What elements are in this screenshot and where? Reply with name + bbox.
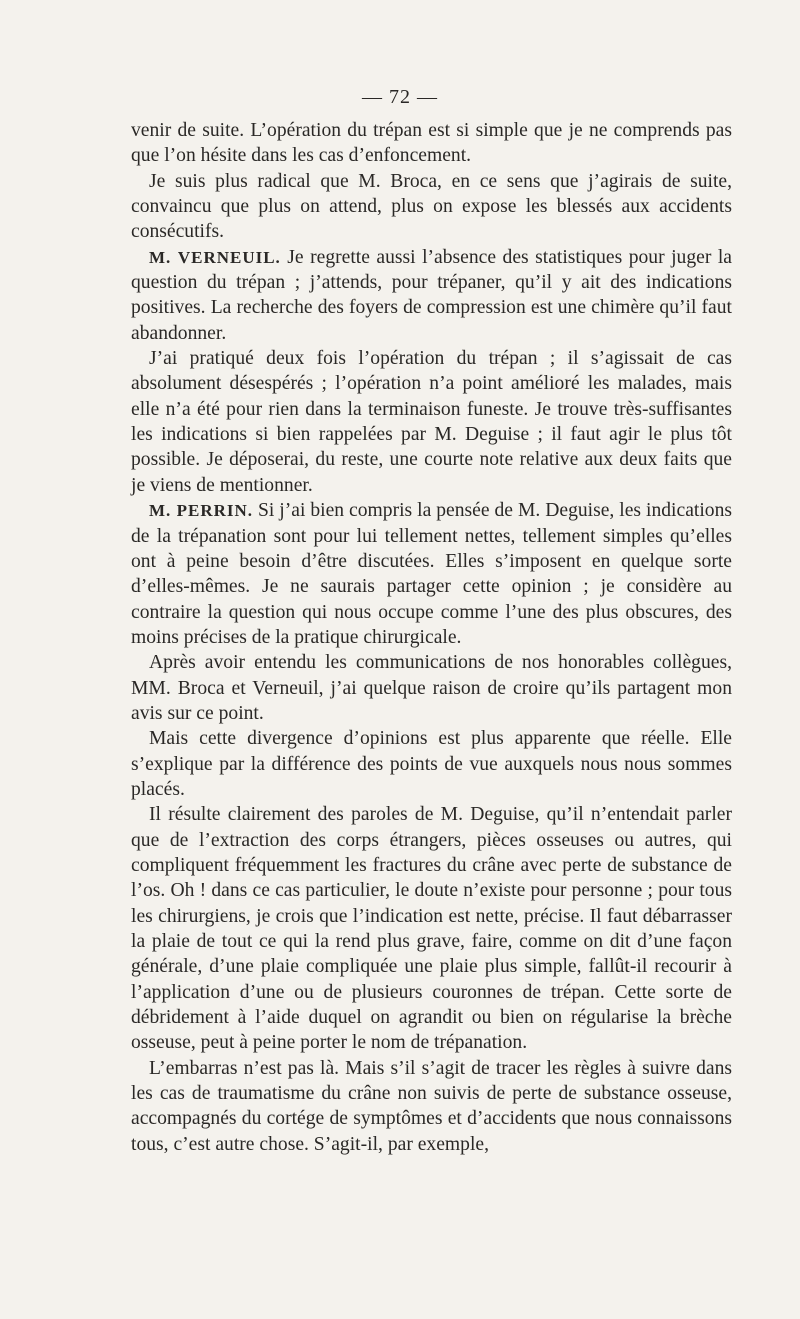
paragraph-text: L’embarras n’est pas là. Mais s’il s’agit de tracer les règles à suivre dans les cas de traumatisme du crâne non suivis de perte de substance osseuse, accompagnés du cortége de symptômes et d’accidents que nous connaissons tous, c’est autre chose. S’agit-il, par exemple, <box>131 1057 732 1155</box>
paragraph-text: Il résulte clairement des paroles de M. Deguise, qu’il n’entendait parler que de l’extraction des corps étrangers, pièces osseuses ou autres, qui compliquent fréquemment les fractures du crâne avec perte de substance de l’os. Oh ! dans ce cas particulier, le doute n’existe pour personne ; pour tous les chirurgiens, je crois que l’indication est nette, précise. Il faut débarrasser la plaie de tout ce qui la rend plus grave, faire, comme on dit d’une façon générale, d’une plaie compliquée une plaie plus simple, fallût-il recourir à l’application d’une ou de plusieurs couronnes de trépan. Cette sorte de débridement à l’aide duquel on agrandit ou bien on régularise la brèche osseuse, peut à peine porter le nom de trépanation. <box>131 804 732 1054</box>
paragraph <box>131 650 732 726</box>
paragraph <box>131 726 732 802</box>
paragraph-text: venir de suite. L’opération du trépan est si simple que je ne comprends pas que l’on hésite dans les cas d’enfoncement. <box>131 120 732 167</box>
speaker-name: M. VERNEUIL. <box>149 247 281 267</box>
paragraph <box>131 1056 732 1157</box>
paragraph <box>131 169 732 245</box>
body-text <box>131 118 732 1157</box>
paragraph-text: Après avoir entendu les communications de nos honorables collègues, MM. Broca et Verneuil, j’ai quelque raison de croire qu’ils partagent mon avis sur ce point. <box>131 652 732 724</box>
paragraph-text: Mais cette divergence d’opinions est plus apparente que réelle. Elle s’explique par la différence des points de vue auxquels nous nous sommes placés. <box>131 728 732 800</box>
paragraph <box>131 245 732 346</box>
paragraph-text: Je regrette aussi l’absence des statistiques pour juger la question du trépan ; j’attends, pour trépaner, qu’il y ait des indications positives. La recherche des foyers de compression est une chimère qu’il faut abandonner. <box>131 246 732 344</box>
paragraph <box>131 498 732 650</box>
paragraph <box>131 346 732 498</box>
page-number: — 72 — <box>362 86 438 108</box>
paragraph-text: J’ai pratiqué deux fois l’opération du trépan ; il s’agissait de cas absolument désespérés ; l’opération n’a point amélioré les malades, mais elle n’a été pour rien dans la terminaison funeste. Je trouve très-suffisantes les indications si bien rappelées par M. Deguise ; il faut agir le plus tôt possible. Je déposerai, du reste, une courte note relative aux deux faits que je viens de mentionner. <box>131 348 732 496</box>
paragraph-text: Je suis plus radical que M. Broca, en ce sens que j’agirais de suite, convaincu que plus on attend, plus on expose les blessés aux accidents consécutifs. <box>131 170 732 243</box>
paragraph-text: Si j’ai bien compris la pensée de M. Deguise, les indications de la trépanation sont pour lui tellement nettes, tellement simples qu’elles ont à peine besoin d’être discutées. Elles s’imposent en quelque sorte d’elles-mêmes. Je ne saurais partager cette opinion ; je considère au contraire la question qui nous occupe comme l’une des plus obscures, des moins précises de la pratique chirurgicale. <box>131 500 732 648</box>
speaker-name: M. PERRIN. <box>149 501 254 521</box>
paragraph <box>131 802 732 1055</box>
paragraph <box>131 118 732 169</box>
